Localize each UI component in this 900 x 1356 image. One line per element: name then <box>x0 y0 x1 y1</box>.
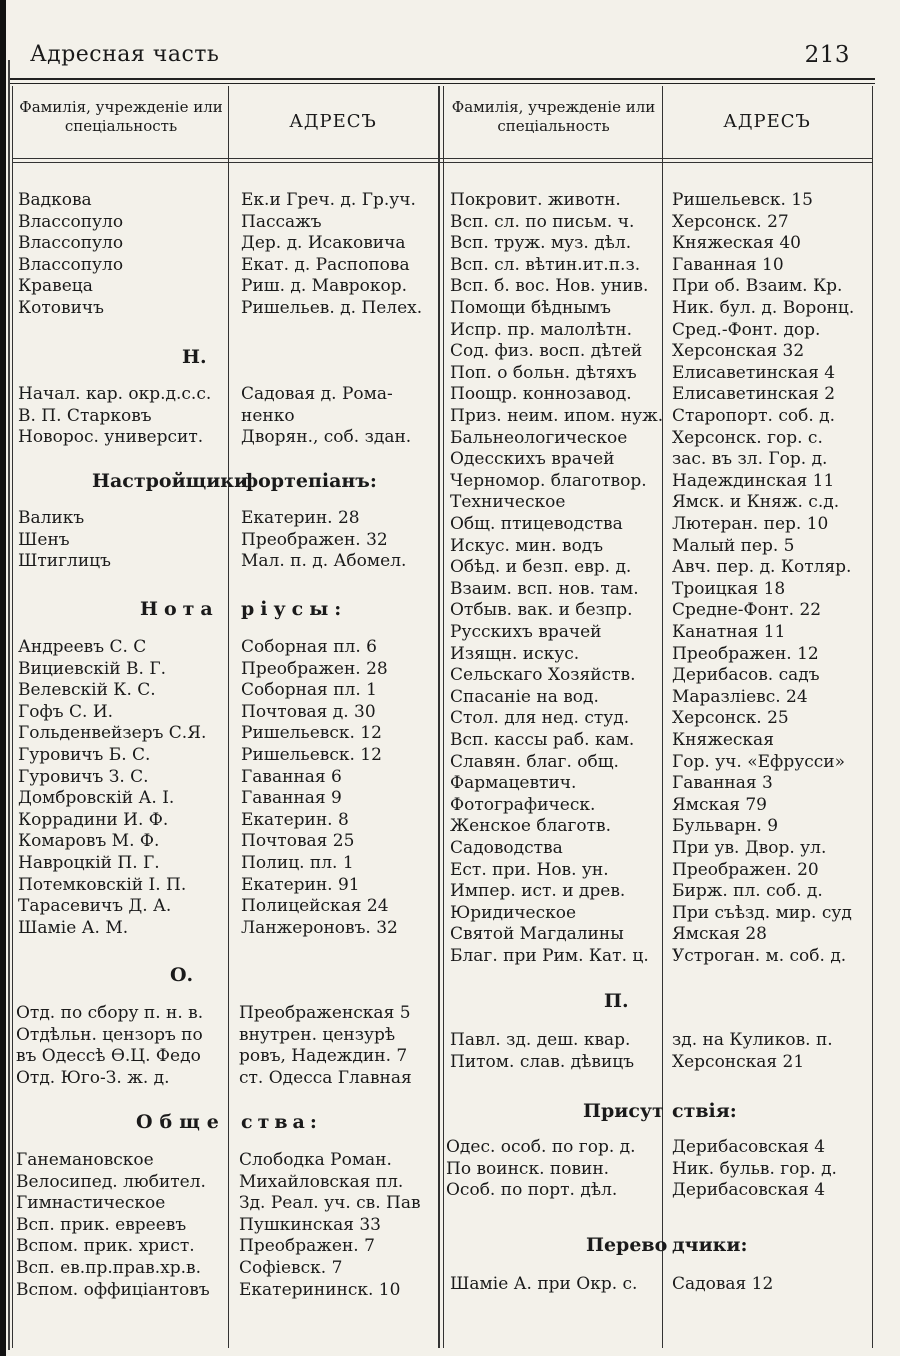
entry-text: Одес. особ. по гор. д. <box>446 1137 636 1157</box>
entry-text: Ест. при. Нов. ун. <box>450 859 609 880</box>
entry-text: Поп. о больн. дѣтяхъ <box>450 362 637 383</box>
entry-text: Садовая 12 <box>672 1274 774 1294</box>
spine-shadow <box>8 60 10 1350</box>
entry-text: Елисаветинская 2 <box>672 384 836 405</box>
entry-text: Вициевскій В. Г. <box>18 658 166 679</box>
entry-text: Котовичъ <box>18 298 104 318</box>
entry-text: Бульварн. 9 <box>672 816 779 837</box>
section-heading: дчики: <box>672 1234 748 1256</box>
entry-text: Преображен. 7 <box>239 1236 375 1257</box>
section-heading: Перево <box>586 1234 668 1256</box>
section-heading: ствія: <box>672 1100 737 1122</box>
entry-text: Ришельев. д. Пелех. <box>241 298 423 318</box>
entry-text: Изящн. искус. <box>450 643 580 664</box>
entry-text: Херсонская 32 <box>672 341 805 362</box>
section-heading: Присут <box>583 1100 664 1122</box>
top-rule-thin <box>10 83 875 84</box>
entry-text: Екатерин. 91 <box>241 874 360 895</box>
entry-text: Всп. сл. по письм. ч. <box>450 211 635 232</box>
entry-text: Испр. пр. малолѣтн. <box>450 319 632 340</box>
entry-text: Поощр. коннозавод. <box>450 384 632 405</box>
entry-text: Соборная пл. 6 <box>241 637 377 657</box>
entry-text: Преображен. 12 <box>672 643 819 664</box>
entry-text: Всп. труж. муз. дѣл. <box>450 233 632 254</box>
entry-text: Херсонская 21 <box>672 1051 805 1072</box>
entry-text: Вспом. прик. христ. <box>16 1236 195 1257</box>
entry-text: Отд. Юго-З. ж. д. <box>16 1067 170 1088</box>
entry-text: Велевскій К. С. <box>18 680 156 701</box>
entry-text: Полиц. пл. 1 <box>241 853 354 873</box>
entry-text: Всп. сл. вѣтин.ит.п.з. <box>450 254 641 275</box>
entry-text: Ек.и Греч. д. Гр.уч. <box>241 190 416 210</box>
entry-text: Пушкинская 33 <box>239 1214 381 1235</box>
entry-text: Помощи бѣднымъ <box>450 298 611 318</box>
entry-text: Ланжероновъ. 32 <box>241 917 398 938</box>
entry-text: Общ. птицеводства <box>450 514 623 534</box>
entry-text: Софіевск. 7 <box>239 1258 343 1278</box>
entry-text: Навроцкій П. Г. <box>18 853 160 873</box>
entry-text: Спасаніе на вод. <box>450 686 599 707</box>
header-separator-2 <box>12 162 872 163</box>
entry-text: Гаванная 6 <box>241 766 342 787</box>
entry-text: Техническое <box>450 492 566 513</box>
entry-text: Дер. д. Исаковича <box>241 233 406 254</box>
entry-text: Малый пер. 5 <box>672 535 795 556</box>
entry-text: внутрен. цензурѣ <box>239 1024 396 1045</box>
entry-text: Авч. пер. д. Котляр. <box>672 557 852 578</box>
entry-text: При съѣзд. мир. суд <box>672 902 852 923</box>
entry-text: Сод. физ. восп. дѣтей <box>450 341 643 362</box>
entry-text: При ув. Двор. ул. <box>672 838 827 858</box>
entry-text: Михайловская пл. <box>239 1171 404 1192</box>
entry-text: Почтовая 25 <box>241 831 355 852</box>
entry-text: Дерибасовская 4 <box>672 1137 826 1157</box>
entry-text: Шаміе А. при Окр. с. <box>450 1274 638 1294</box>
entry-text: Гуровичъ З. С. <box>18 766 149 787</box>
entry-text: Преображен. 32 <box>241 529 388 550</box>
entry-text: Вспом. оффиціантовъ <box>16 1279 210 1300</box>
entry-text: Гаванная 10 <box>672 254 784 275</box>
entry-text: Влассопуло <box>18 254 124 275</box>
entry-text: Славян. благ. общ. <box>450 751 619 772</box>
entry-text: Бальнеологическое <box>450 427 628 448</box>
entry-text: Княжеская 40 <box>672 233 801 254</box>
entry-text: Влассопуло <box>18 233 124 254</box>
entry-text: Гор. уч. «Ефрусси» <box>672 751 846 772</box>
section-heading: ства: <box>241 1111 322 1133</box>
entry-text: Сельскаго Хозяйств. <box>450 665 636 686</box>
entry-text: Импер. ист. и древ. <box>450 881 626 902</box>
entry-text: Преображен. 20 <box>672 859 819 880</box>
entry-text: Всп. кассы раб. кам. <box>450 730 635 750</box>
entry-text: Покровит. животн. <box>450 190 621 210</box>
entry-text: Соборная пл. 1 <box>241 680 377 701</box>
entry-text: зас. въ зл. Гор. д. <box>672 449 828 470</box>
entry-text: Обѣд. и безп. евр. д. <box>450 557 632 578</box>
entry-text: Комаровъ М. Ф. <box>18 831 160 852</box>
entry-text: Преображенская 5 <box>239 1003 411 1023</box>
section-heading: П. <box>604 990 629 1012</box>
entry-text: Шенъ <box>18 529 70 550</box>
section-heading: Нота <box>140 598 219 620</box>
entry-text: Шаміе А. М. <box>18 917 129 938</box>
entry-text: Потемковскій І. П. <box>18 874 187 895</box>
right-border <box>872 86 873 1348</box>
entry-text: Троицкая 18 <box>672 578 786 599</box>
entry-text: Всп. прик. евреевъ <box>16 1214 187 1235</box>
entry-text: Устроган. м. соб. д. <box>672 946 847 966</box>
entry-text: Дворян., соб. здан. <box>241 427 412 448</box>
entry-text: Пассажъ <box>241 211 322 232</box>
entry-text: Кравеца <box>18 276 93 297</box>
entry-text: Отбыв. вак. и безпр. <box>450 600 633 621</box>
entry-text: В. П. Старковъ <box>18 405 152 426</box>
entry-text: Коррадини И. Ф. <box>18 809 169 830</box>
section-heading: О. <box>170 964 194 986</box>
center-divider-2 <box>443 86 444 1348</box>
section-heading: Н. <box>182 346 207 368</box>
entry-text: Святой Магдалины <box>450 924 624 945</box>
entry-text: Русскихъ врачей <box>450 622 602 642</box>
entry-text: Благ. при Рим. Кат. ц. <box>450 946 649 966</box>
entry-text: Гольденвейзеръ С.Я. <box>18 723 207 744</box>
entry-text: Отд. по сбору п. н. в. <box>16 1003 204 1023</box>
entry-text: Приз. неим. ипом. нуж. <box>450 406 664 426</box>
entry-text: Преображен. 28 <box>241 658 388 679</box>
right-col-divider <box>662 86 663 1348</box>
entry-text: Тарасевичъ Д. А. <box>18 896 172 917</box>
entry-text: Влассопуло <box>18 211 124 232</box>
entry-text: Черномор. благотвор. <box>450 470 647 491</box>
entry-text: Ганемановское <box>16 1150 154 1170</box>
entry-text: Особ. по порт. дѣл. <box>446 1180 618 1201</box>
entry-text: Надеждинская 11 <box>672 470 835 491</box>
entry-text: Одесскихъ врачей <box>450 449 615 470</box>
entry-text: Ришельевск. 12 <box>241 723 382 744</box>
entry-text: Валикъ <box>18 508 85 528</box>
entry-text: Канатная 11 <box>672 622 786 642</box>
entry-text: Гаванная 9 <box>241 788 342 809</box>
entry-text: Дерибасов. садъ <box>672 665 820 686</box>
entry-text: Женское благотв. <box>450 816 612 837</box>
entry-text: Стол. для нед. студ. <box>450 708 630 729</box>
entry-text: Екатерин. 8 <box>241 809 349 830</box>
page-spine <box>0 0 6 1356</box>
entry-text: Гимнастическое <box>16 1193 166 1214</box>
entry-text: Почтовая д. 30 <box>241 701 376 722</box>
section-heading: ріусы: <box>241 598 348 620</box>
entry-text: Всп. ев.пр.прав.хр.в. <box>16 1258 201 1278</box>
header-separator <box>12 158 872 159</box>
entry-text: ровъ, Надеждин. 7 <box>239 1046 408 1067</box>
entry-text: ненко <box>241 405 295 426</box>
entry-text: Фармацевтич. <box>450 773 577 794</box>
entry-text: При об. Взаим. Кр. <box>672 276 843 297</box>
entry-text: Дерибасовская 4 <box>672 1180 826 1201</box>
page-number: 213 <box>804 42 850 68</box>
entry-text: Ришельевск. 12 <box>241 745 382 765</box>
entry-text: Отдѣльн. цензоръ по <box>16 1024 203 1045</box>
entry-text: Зд. Реал. уч. св. Пав <box>239 1193 421 1214</box>
entry-text: Юридическое <box>450 902 577 923</box>
col-head-addr-left: АДРЕСЪ <box>289 111 377 132</box>
entry-text: Елисаветинская 4 <box>672 362 836 383</box>
section-heading: Обще <box>136 1111 226 1133</box>
entry-text: Садовая д. Рома- <box>241 384 393 404</box>
entry-text: Мал. п. д. Абомел. <box>241 551 407 572</box>
entry-text: Средне-Фонт. 22 <box>672 600 822 621</box>
entry-text: Вадкова <box>18 190 92 210</box>
entry-text: Ямская 79 <box>672 794 767 815</box>
entry-text: Екатерининск. 10 <box>239 1279 401 1300</box>
entry-text: Ямская 28 <box>672 924 767 945</box>
entry-text: Новорос. университ. <box>18 427 204 448</box>
section-title: Адресная часть <box>30 42 220 67</box>
entry-text: Искус. мин. водъ <box>450 535 604 556</box>
entry-text: Княжеская <box>672 730 774 750</box>
center-divider <box>438 86 440 1348</box>
entry-text: Ямск. и Княж. с.д. <box>672 492 840 513</box>
entry-text: Сред.-Фонт. дор. <box>672 319 821 340</box>
section-heading: Настройщики <box>92 470 249 492</box>
entry-text: Бирж. пл. соб. д. <box>672 881 823 902</box>
entry-text: Екатерин. 28 <box>241 508 360 528</box>
entry-text: Риш. д. Маврокор. <box>241 276 408 297</box>
entry-text: Ник. бул. д. Воронц. <box>672 298 855 318</box>
entry-text: Старопорт. соб. д. <box>672 406 835 426</box>
left-col-divider <box>228 86 229 1348</box>
entry-text: Херсонск. 25 <box>672 708 789 729</box>
entry-text: Павл. зд. деш. квар. <box>450 1030 631 1050</box>
entry-text: Слободка Роман. <box>239 1150 392 1170</box>
section-heading: фортепіанъ: <box>241 470 377 492</box>
entry-text: Домбровскій А. І. <box>18 788 175 809</box>
col-head-name-right: Фамилія, учрежденіе или спеціальность <box>451 98 656 135</box>
entry-text: Садоводства <box>450 838 563 858</box>
top-rule <box>10 78 875 80</box>
entry-text: въ Одессѣ Ѳ.Ц. Федо <box>16 1046 201 1067</box>
entry-text: зд. на Куликов. п. <box>672 1030 833 1050</box>
col-head-name-left: Фамилія, учрежденіе или спеціальность <box>19 98 223 135</box>
entry-text: Всп. б. вос. Нов. унив. <box>450 276 649 297</box>
entry-text: Полицейская 24 <box>241 896 389 917</box>
entry-text: Гаванная 3 <box>672 773 773 794</box>
col-head-addr-right: АДРЕСЪ <box>723 111 811 132</box>
entry-text: Фотографическ. <box>450 794 596 815</box>
entry-text: По воинск. повин. <box>446 1158 610 1179</box>
entry-text: ст. Одесса Главная <box>239 1067 412 1088</box>
entry-text: Херсонск. гор. с. <box>672 427 823 448</box>
entry-text: Маразліевс. 24 <box>672 686 808 707</box>
entry-text: Ришельевск. 15 <box>672 190 813 210</box>
entry-text: Екат. д. Распопова <box>241 254 410 275</box>
entry-text: Начал. кар. окр.д.с.с. <box>18 384 212 404</box>
entry-text: Лютеран. пер. 10 <box>672 514 829 534</box>
entry-text: Штиглицъ <box>18 551 111 572</box>
entry-text: Велосипед. любител. <box>16 1171 206 1192</box>
entry-text: Херсонск. 27 <box>672 211 789 232</box>
entry-text: Андреевъ С. С <box>18 637 147 657</box>
entry-text: Ник. бульв. гор. д. <box>672 1158 837 1179</box>
entry-text: Гофъ С. И. <box>18 701 114 722</box>
entry-text: Гуровичъ Б. С. <box>18 745 151 765</box>
left-border <box>12 86 13 1348</box>
entry-text: Питом. слав. дѣвицъ <box>450 1051 635 1072</box>
entry-text: Взаим. всп. нов. там. <box>450 578 639 599</box>
